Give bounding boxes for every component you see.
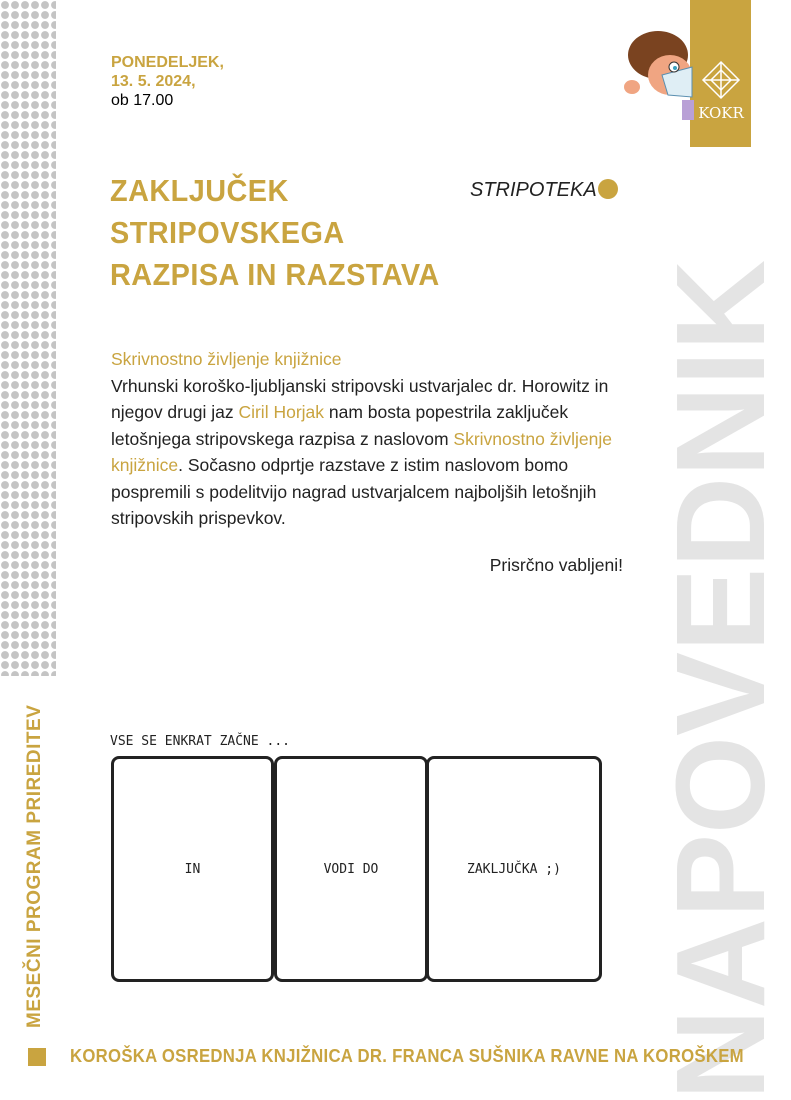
description-text: . Sočasno odprtje razstave z istim naslovom bomo pospremili s podelitvijo nagrad ustvarjalcem najboljših letošnjih stripovskih prispevkov.: [111, 455, 597, 528]
comic-panel: [426, 756, 602, 982]
panel-text: VODI DO: [323, 861, 379, 877]
kokr-logo: [696, 60, 746, 140]
panel-text: ZAKLJUČKA ;): [467, 861, 561, 877]
logo-text: KOKR: [698, 104, 744, 122]
event-day: PONEDELJEK,: [111, 54, 224, 71]
comic-panel: [111, 756, 274, 982]
panel-text: IN: [184, 861, 201, 877]
square-icon: [28, 1048, 46, 1066]
invitation-text: Prisrčno vabljeni!: [489, 554, 623, 575]
event-date: [111, 53, 224, 110]
event-subtitle: Skrivnostno življenje knjižnice: [111, 349, 342, 369]
author-name: Ciril Horjak: [238, 402, 325, 422]
dot-pattern: [0, 0, 56, 676]
comic-character-illustration: [622, 25, 694, 120]
description-text: Vrhunski koroško-ljubljanski stripovski ustvarjalec dr. Horowitz in njegov drugi jaz: [111, 375, 609, 422]
description-text: nam bosta popestrila zaključek letošnjega stripovskega razpisa z naslovom: [111, 402, 569, 449]
event-description: [111, 346, 623, 532]
napovednik-watermark: [650, 156, 791, 1100]
event-date-value: 13. 5. 2024,: [111, 73, 196, 90]
category-text: STRIPOTEKA: [470, 179, 597, 201]
event-time: ob 17.00: [111, 92, 174, 109]
comic-panel: [274, 756, 428, 982]
page-title: [110, 170, 440, 296]
exhibition-title: Skrivnostno življenje knjižnice: [111, 428, 612, 475]
watermark-text: NAPOVEDNIK: [650, 259, 791, 1100]
side-label: MESEČNI PROGRAM PRIREDITEV: [24, 704, 45, 1028]
title-line: STRIPOVSKEGA: [110, 215, 345, 250]
dot-icon: [598, 179, 618, 199]
title-line: ZAKLJUČEK: [110, 173, 289, 208]
footer-organization: KOROŠKA OSREDNJA KNJIŽNICA DR. FRANCA SUŠNIKA RAVNE NA KOROŠKEM: [70, 1046, 744, 1066]
title-line: RAZPISA IN RAZSTAVA: [110, 257, 440, 292]
comic-caption: VSE SE ENKRAT ZAČNE ...: [110, 734, 291, 749]
category-label: [470, 179, 618, 202]
event-text-column: [111, 346, 623, 578]
